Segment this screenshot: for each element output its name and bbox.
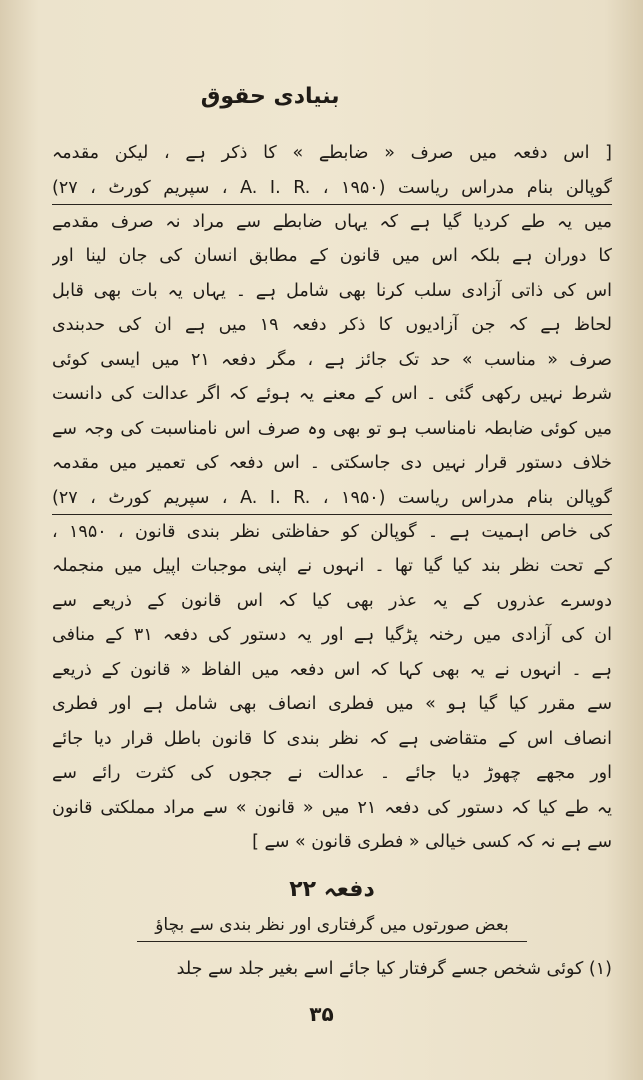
text-line: اس کی ذاتی آزادی سلب کرنا بھی شامل ہے ۔ یہاں یہ بات بھی قابل: [52, 280, 612, 301]
text-line: کی خاص اہمیت ہے ۔ گوپالن کو حفاظتی نظر بندی قانون ، ۱۹۵۰ ،: [52, 521, 612, 542]
text-line: انصاف اس کے متقاضی ہے کہ نظر بندی کا قانون باطل قرار دیا جائے: [52, 728, 612, 749]
clause-line: (۱) کوئی شخص جسے گرفتار کیا جائے اسے بغیر جلد سے جلد: [176, 958, 612, 979]
text-line: اور مجھے چھوڑ دیا جائے ۔ عدالت نے ججوں کی کثرت رائے سے: [52, 763, 612, 783]
page-body: [52, 136, 612, 986]
text-line: میں یہ طے کردیا گیا ہے کہ یہاں ضابطے سے مراد نہ صرف مقدمے: [52, 211, 612, 232]
text-line: ان کی آزادی میں رخنہ پڑگیا ہے اور یہ دستور کی دفعہ ۳۱ کے منافی: [52, 625, 612, 645]
text-line: گوپالن بنام مدراس ریاست (A. I. R. ، ۱۹۵۰ ، سپریم کورٹ ، ۲۷): [52, 171, 612, 205]
running-title: بنیادی حقوق: [200, 84, 340, 109]
text-line: [ اس دفعہ میں صرف « ضابطے » کا ذکر ہے ، لیکن مقدمہ: [52, 143, 612, 163]
text-line: گوپالن بنام مدراس ریاست (A. I. R. ، ۱۹۵۰ ، سپریم کورٹ ، ۲۷): [52, 481, 612, 515]
text-line: سے مقرر کیا گیا ہو » میں فطری انصاف بھی شامل ہے اور فطری: [52, 694, 612, 714]
text-line: ہے ۔ انہوں نے یہ بھی کہا کہ اس دفعہ میں الفاظ « قانون کے ذریعے: [52, 659, 612, 680]
text-line: صرف « مناسب » حد تک جائز ہے ، مگر دفعہ ۲۱ میں ایسی کوئی: [52, 349, 612, 370]
text-line: سے ہے نہ کہ کسی خیالی « فطری قانون » سے ]: [252, 832, 612, 852]
text-line: یہ طے کیا کہ دستور کی دفعہ ۲۱ میں « قانون » سے مراد مملکتی قانون: [52, 797, 612, 818]
text-line: دوسرے عذروں کے یہ عذر بھی کیا کہ اس قانون کے ذریعے سے: [52, 590, 612, 611]
text-line: کے تحت نظر بند کیا گیا تھا ۔ انہوں نے اپنی موجبات اپیل میں منجملہ: [52, 556, 612, 576]
text-line: خلاف دستور قرار نہیں دی جاسکتی ۔ اس دفعہ کی تعمیر میں مقدمہ: [52, 453, 612, 473]
text-line: لحاظ ہے کہ جن آزادیوں کا ذکر دفعہ ۱۹ میں ہے ان کی حدبندی: [52, 315, 612, 335]
section-subheading: بعض صورتوں میں گرفتاری اور نظر بندی سے بچاؤ: [137, 914, 527, 942]
text-line: کا دوران ہے بلکہ اس میں قانون کے مطابق انسان کی جان لینا اور: [52, 246, 612, 266]
page-number: ۳۵: [309, 1002, 334, 1026]
text-line: شرط نہیں رکھی گئی ۔ اس کے معنے یہ ہوئے کہ اگر عدالت کی دانست: [52, 384, 612, 404]
section-heading: دفعہ ۲۲: [289, 876, 375, 902]
text-line: میں کوئی ضابطہ نامناسب ہو تو بھی وہ صرف اس نامناسبت کی وجہ سے: [52, 418, 612, 439]
